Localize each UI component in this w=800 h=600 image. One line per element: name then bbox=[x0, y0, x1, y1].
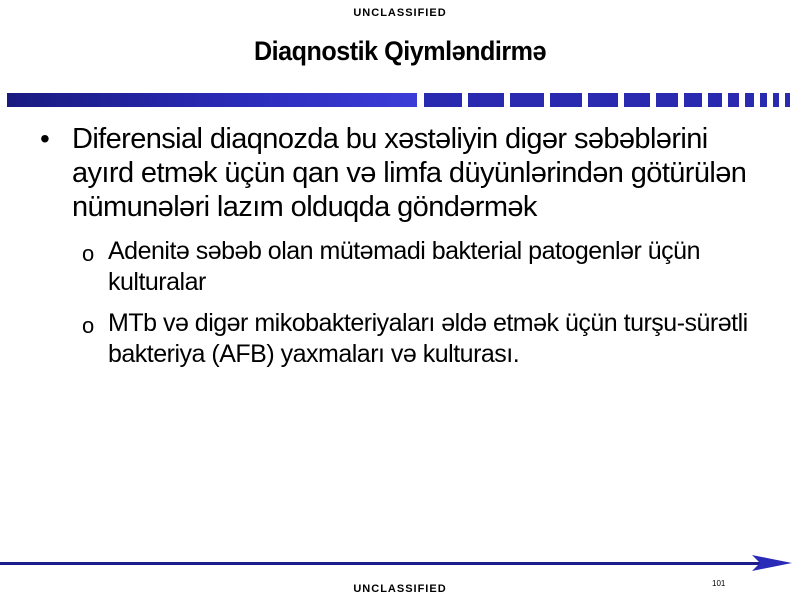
bullet-dot-icon: • bbox=[40, 123, 50, 154]
sub-bullet-circle-icon: o bbox=[82, 241, 94, 266]
sub-bullet-item bbox=[82, 236, 768, 298]
slide-content bbox=[38, 122, 768, 380]
classification-banner-top: UNCLASSIFIED bbox=[353, 7, 447, 19]
sub-bullet-item bbox=[82, 308, 768, 370]
classification-banner-bottom: UNCLASSIFIED bbox=[353, 583, 447, 595]
bullet-item bbox=[38, 122, 768, 224]
sub-bullet-text: Adenitə səbəb olan mütəmadi bakterial patogenlər üçün kulturalar bbox=[108, 237, 700, 296]
title-decorative-bar bbox=[7, 93, 793, 107]
page-number: 101 bbox=[712, 579, 726, 588]
footer-arrow-line bbox=[0, 552, 800, 574]
bullet-text: Diferensial diaqnozda bu xəstəliyin digər səbəblərini ayırd etmək üçün qan və limfa düyünlərindən götürülən nümunələri lazım olduqda göndərmək bbox=[72, 123, 747, 223]
sub-bullet-circle-icon: o bbox=[82, 313, 94, 338]
slide-title: Diaqnostik Qiymləndirmə bbox=[253, 36, 547, 66]
sub-bullet-text: MTb və digər mikobakteriyaları əldə etmək üçün turşu-sürətli bakteriya (AFB) yaxmaları və kulturası. bbox=[108, 309, 748, 368]
